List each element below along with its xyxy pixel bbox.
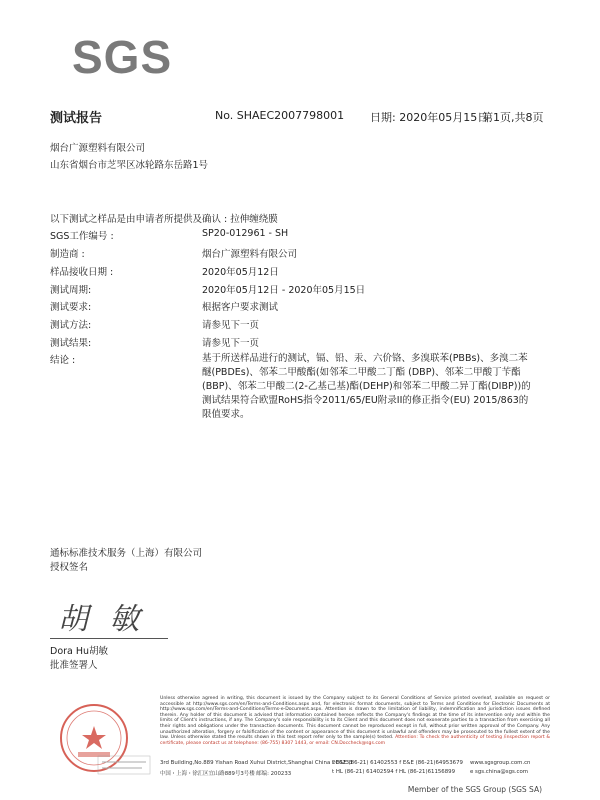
legal-disclaimer — [160, 696, 550, 746]
sample-intro: 以下测试之样品是由申请者所提供及确认 : 拉伸缠绕膜 — [50, 214, 278, 225]
report-number: No. SHAEC2007798001 — [215, 109, 345, 122]
phone-line-2: t HL (86-21) 61402594 f HL (86-21)61156899 — [332, 769, 456, 775]
row-value: 根据客户要求测试 — [202, 302, 279, 313]
conclusion-text: 基于所送样品进行的测试，镉、铅、汞、六价铬、多溴联苯(PBBs)、多溴二苯醚(PBDEs)、邻苯二甲酸酯(如邻苯二甲酸二丁酯 (DBP)、邻苯二甲酸丁苄酯(BBP)、邻苯二甲酸二(2-乙基己基)酯(DEHP)和邻苯二甲酸二异丁酯(DIBP))的测试结果符合欧盟RoHS指令2011/65/EU附录II的修正指令(EU) 2015/863的限值要求。 — [202, 353, 531, 420]
row-value: 2020年05月12日 - 2020年05月15日 — [202, 285, 366, 296]
signatory-company: 通标标准技术服务（上海）有限公司 — [50, 548, 203, 559]
disclaimer-text: Unless otherwise agreed in writing, this document is issued by the Company subject to its General Conditions of Service printed overleaf, available on request or accessible at http://www.sgs.com/en/Terms-and-Conditions.aspx and, for electronic format documents, subject to Terms and Conditions for Electronic Documents at http://www.sgs.com/en/Terms-and-Conditions/Terms-e-Document.aspx. Attention is drawn to the limitation of liability, indemnification and jurisdiction issues defined therein. Any holder of this document is advised that information contained hereon reflects the Company's findings at the time of its intervention only and within the limits of Client's instructions, if any. The Company's sole responsibility is to its Client and this document does not exonerate parties to a transaction from exercising all their rights and obligations under the transaction documents. This document cannot be reproduced except in full, without prior written approval of the Company. Any unauthorized alteration, forgery or falsification of the content or appearance of this document is unlawful and offenders may be prosecuted to the fullest extent of the law. Unless otherwise stated the results shown in this test report refer only to the sample(s) tested. — [160, 696, 550, 741]
row-value: SP20-012961 - SH — [202, 228, 289, 239]
row-label: 测试结果: — [50, 338, 92, 349]
website-link[interactable]: www.sgsgroup.com.cn — [470, 760, 531, 766]
row-label: 测试要求: — [50, 302, 92, 313]
company-seal-stamp — [58, 700, 154, 778]
row-label: 测试周期: — [50, 285, 92, 296]
row-value: 请参见下一页 — [202, 338, 260, 349]
phone-line-1: t E&E (86-21) 61402553 f E&E (86-21)64953679 — [332, 760, 463, 766]
row-label: 样品接收日期 : — [50, 267, 114, 278]
signatory-role: 批准签署人 — [50, 660, 98, 671]
row-value: 烟台广源塑料有限公司 — [202, 249, 298, 260]
report-date: 日期: 2020年05月15日 — [370, 111, 489, 124]
handwritten-signature: 胡 敏 — [58, 602, 146, 637]
signature-line — [50, 638, 168, 639]
address-chinese: 中国・上海・徐汇区宜山路889号3号楼 邮编: 200233 — [160, 771, 292, 777]
row-value: 请参见下一页 — [202, 320, 260, 331]
address-english: 3rd Building,No.889 Yishan Road Xuhui District,Shanghai China 200233 — [160, 760, 353, 766]
row-label: 测试方法: — [50, 320, 92, 331]
sgs-group-membership: Member of the SGS Group (SGS SA) — [407, 785, 542, 794]
authenticity-notice: Attention: To check the authenticity of testing /inspection report & certificate, please contact us at telephone: (86-755) 8307 1443, or email: CN.Doccheck@sgs.com — [160, 735, 551, 746]
report-title: 测试报告 — [50, 111, 103, 126]
signatory-name: Dora Hu胡敏 — [50, 646, 109, 657]
conclusion-label: 结论 : — [50, 355, 76, 366]
email-link[interactable]: e sgs.china@sgs.com — [470, 769, 529, 775]
row-label: SGS工作编号 : — [50, 231, 114, 242]
row-label: 制造商 : — [50, 249, 85, 260]
row-value: 2020年05月12日 — [202, 267, 279, 278]
page-indicator: 第1页,共8页 — [482, 111, 544, 124]
authorized-signature-label: 授权签名 — [50, 562, 89, 573]
client-address: 山东省烟台市芝罘区冰轮路东岳路1号 — [50, 160, 209, 171]
sgs-logo: SGS — [72, 31, 173, 83]
client-name: 烟台广源塑料有限公司 — [50, 143, 146, 154]
